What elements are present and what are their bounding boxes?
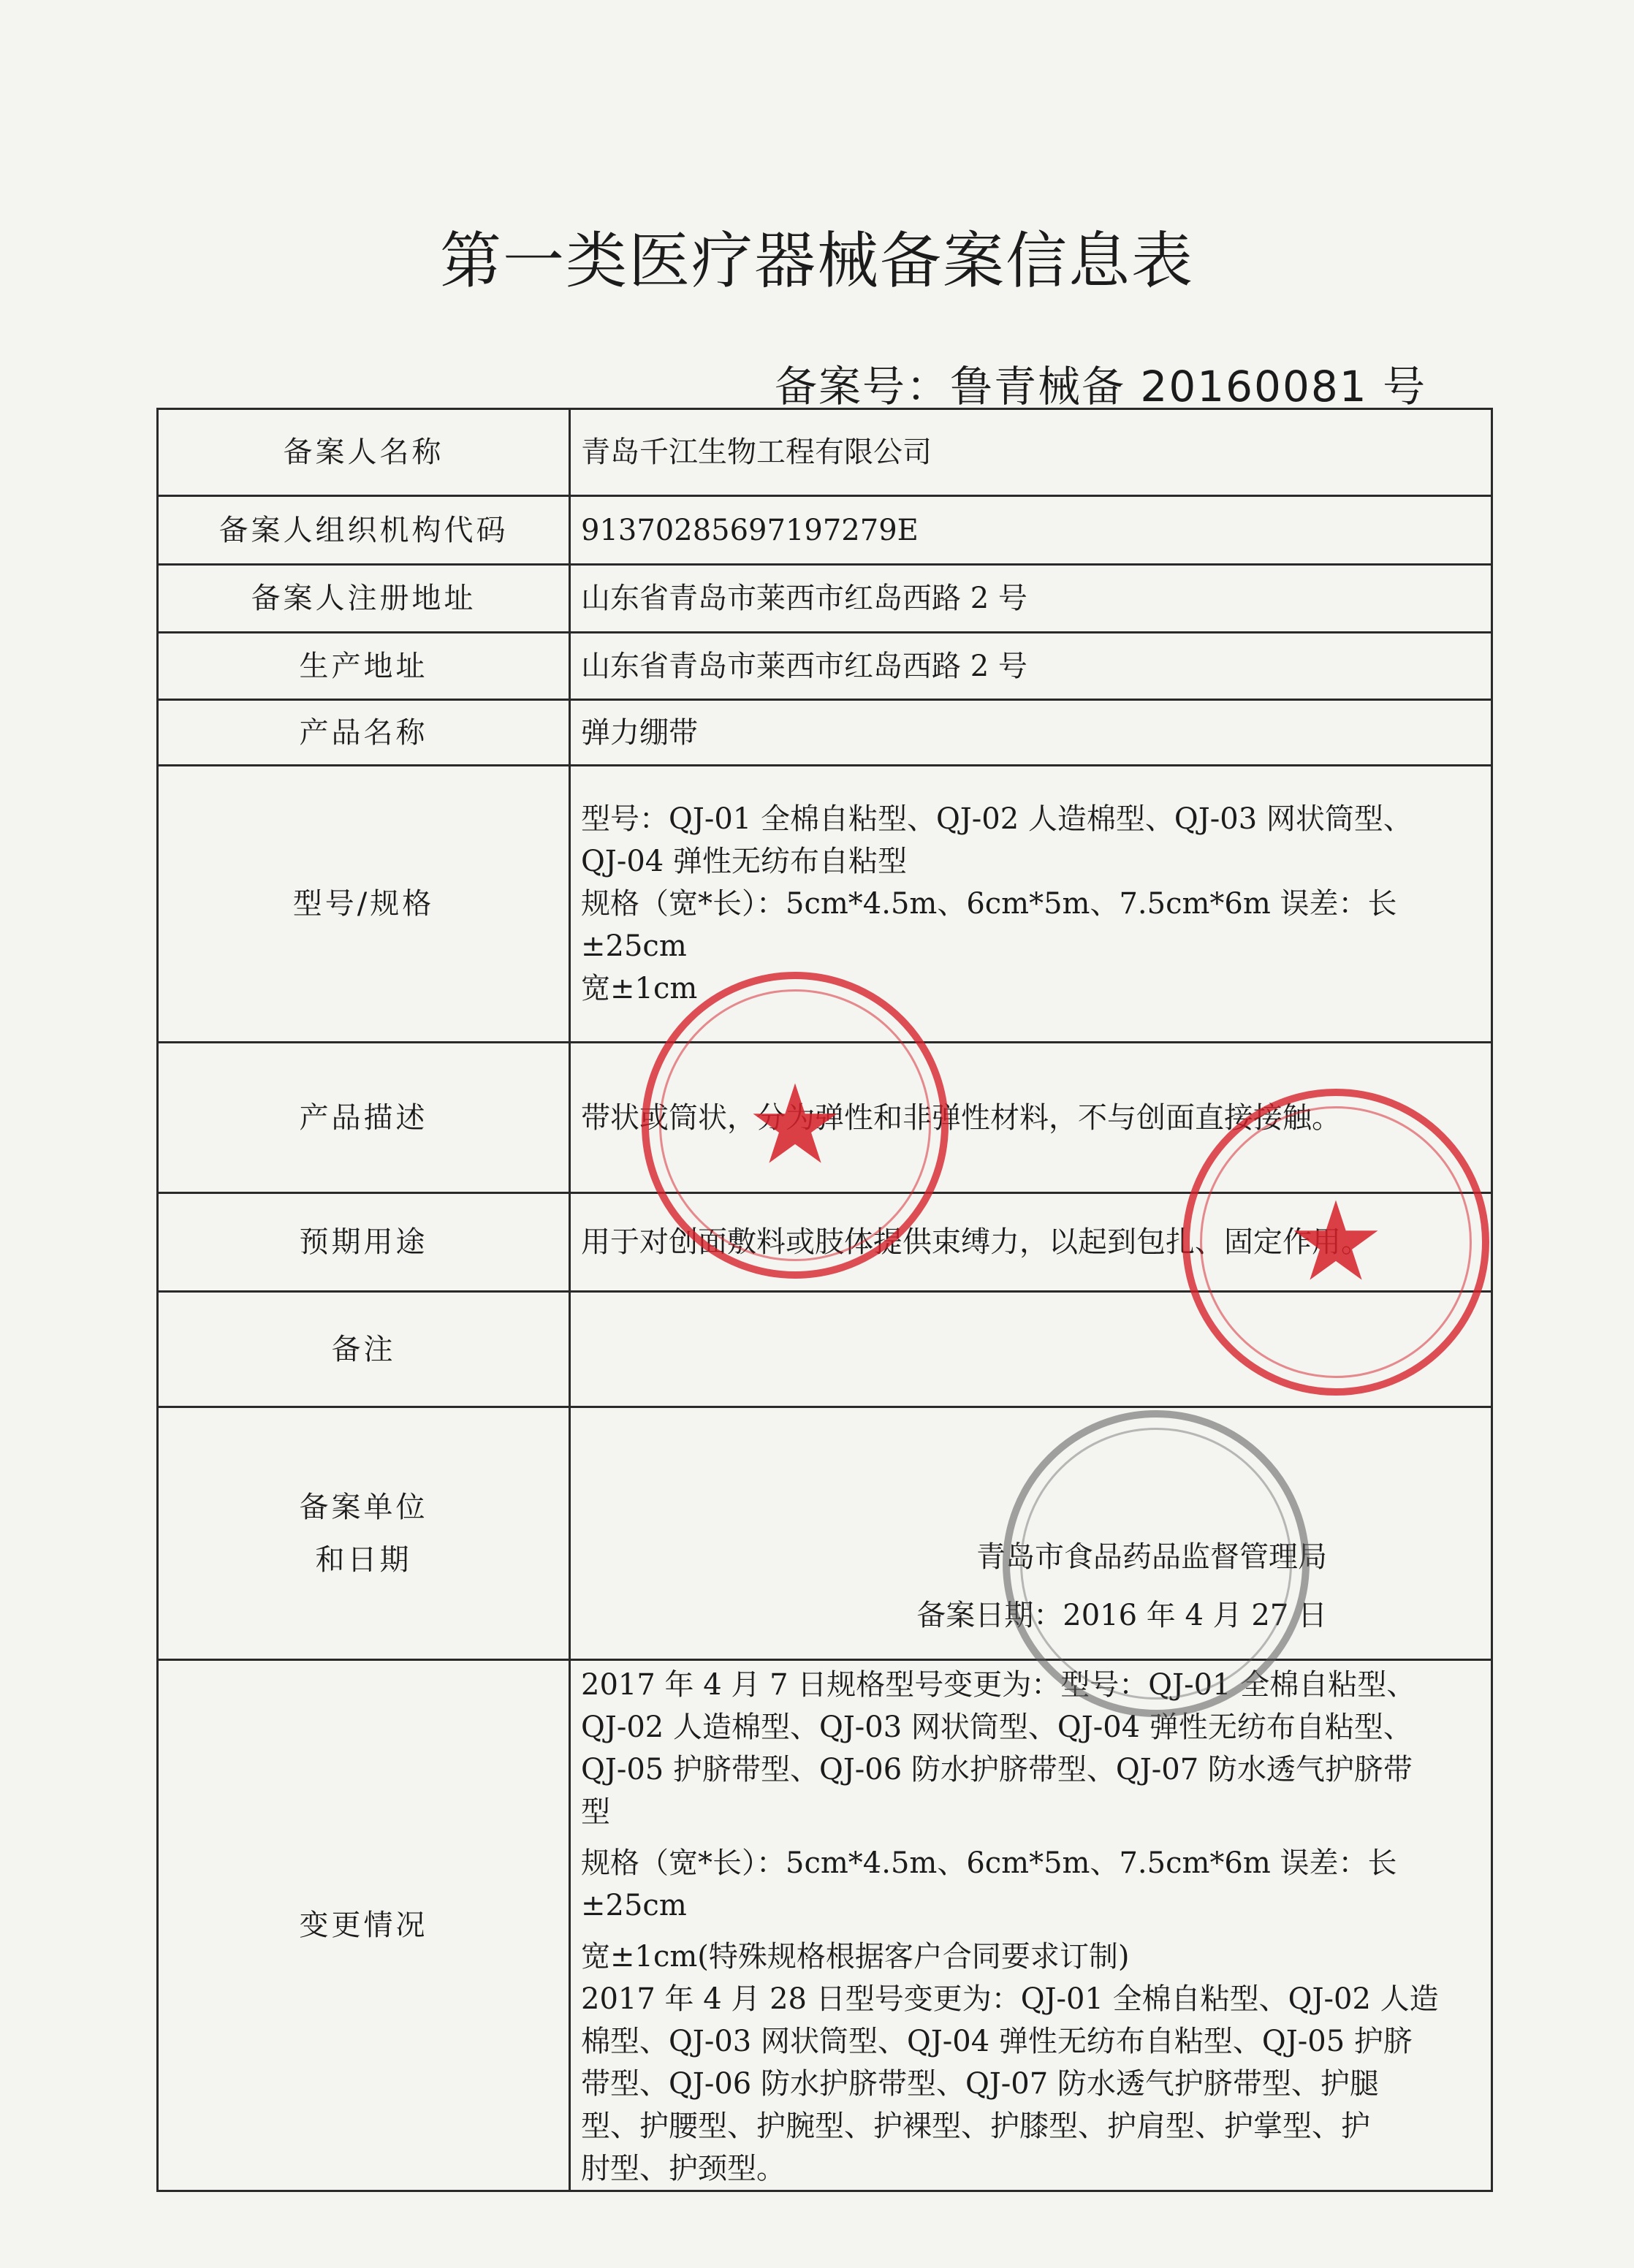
- left-seal-star-icon: ★: [745, 1062, 845, 1189]
- row-org-code: [158, 496, 1492, 565]
- row-changes: [158, 1660, 1492, 2191]
- change-line: 型、护腰型、护腕型、护裸型、护膝型、护肩型、护掌型、护: [581, 2109, 1370, 2143]
- model-spec-line: QJ-04 弹性无纺布自粘型: [581, 845, 907, 878]
- value-intended-use: 用于对创面敷料或肢体提供束缚力，以起到包扎、固定作用。: [570, 1193, 1492, 1292]
- change-line: 2017 年 4 月 7 日规格型号变更为：型号：QJ-01 全棉自粘型、: [581, 1668, 1416, 1702]
- model-spec-line: 规格（宽*长）：5cm*4.5m、6cm*5m、7.5cm*6m 误差：长±25cm: [581, 887, 1397, 963]
- row-product-name: [158, 700, 1492, 766]
- value-registrant-name: 青岛千江生物工程有限公司: [570, 409, 1492, 496]
- value-org-code: 91370285697197279E: [570, 496, 1492, 565]
- change-line: 带型、QJ-06 防水护脐带型、QJ-07 防水透气护脐带型、护腿: [581, 2067, 1379, 2101]
- label-changes: 变更情况: [158, 1660, 570, 2191]
- value-product-name: 弹力绷带: [570, 700, 1492, 766]
- label-registrant-name: 备案人名称: [158, 409, 570, 496]
- model-spec-line: 型号：QJ-01 全棉自粘型、QJ-02 人造棉型、QJ-03 网状筒型、: [581, 802, 1413, 836]
- model-spec-line: 宽±1cm: [581, 972, 698, 1005]
- label-remarks: 备注: [158, 1292, 570, 1407]
- change-line: QJ-05 护脐带型、QJ-06 防水护脐带型、QJ-07 防水透气护脐带: [581, 1753, 1413, 1786]
- change-line: QJ-02 人造棉型、QJ-03 网状筒型、QJ-04 弹性无纺布自粘型、: [581, 1710, 1413, 1744]
- value-changes: [570, 1660, 1492, 2191]
- change-line: 规格（宽*长）：5cm*4.5m、6cm*5m、7.5cm*6m 误差：长±25cm: [581, 1846, 1397, 1922]
- change-line: 宽±1cm(特殊规格根据客户合同要求订制): [581, 1940, 1130, 1974]
- filing-date: 备案日期：2016 年 4 月 27 日: [916, 1599, 1327, 1632]
- record-number: 备案号：鲁青械备 20160081 号: [775, 362, 1427, 411]
- label-product-name: 产品名称: [158, 700, 570, 766]
- change-line: 肘型、护颈型。: [581, 2152, 786, 2185]
- right-seal-star-icon: ★: [1286, 1179, 1386, 1306]
- label-intended-use: 预期用途: [158, 1193, 570, 1292]
- label-description: 产品描述: [158, 1043, 570, 1193]
- page-title: 第一类医疗器械备案信息表: [439, 225, 1194, 297]
- label-filing-unit: [158, 1407, 570, 1660]
- change-line: 棉型、QJ-03 网状筒型、QJ-04 弹性无纺布自粘型、QJ-05 护脐: [581, 2025, 1413, 2058]
- value-prod-address: 山东省青岛市莱西市红岛西路 2 号: [570, 633, 1492, 700]
- change-line: 型: [581, 1795, 610, 1829]
- label-filing-unit-line1: 备案单位: [299, 1490, 428, 1524]
- label-prod-address: 生产地址: [158, 633, 570, 700]
- label-org-code: 备案人组织机构代码: [158, 496, 570, 565]
- label-model-spec: 型号/规格: [158, 766, 570, 1043]
- administration-seal: [1003, 1410, 1310, 1717]
- row-prod-address: [158, 633, 1492, 700]
- right-company-seal: [1182, 1089, 1489, 1396]
- label-filing-unit-line2: 和日期: [315, 1542, 412, 1577]
- label-reg-address: 备案人注册地址: [158, 565, 570, 633]
- row-reg-address: [158, 565, 1492, 633]
- administration-seal-inner-ring: [1020, 1428, 1292, 1700]
- value-description: 带状或筒状，分为弹性和非弹性材料，不与创面直接接触。: [570, 1043, 1492, 1193]
- change-line: 2017 年 4 月 28 日型号变更为：QJ-01 全棉自粘型、QJ-02 人造: [581, 1982, 1439, 2016]
- left-company-seal: [642, 972, 949, 1279]
- filing-unit-name: 青岛市食品药品监督管理局: [976, 1540, 1327, 1574]
- value-reg-address: 山东省青岛市莱西市红岛西路 2 号: [570, 565, 1492, 633]
- row-registrant-name: [158, 409, 1492, 496]
